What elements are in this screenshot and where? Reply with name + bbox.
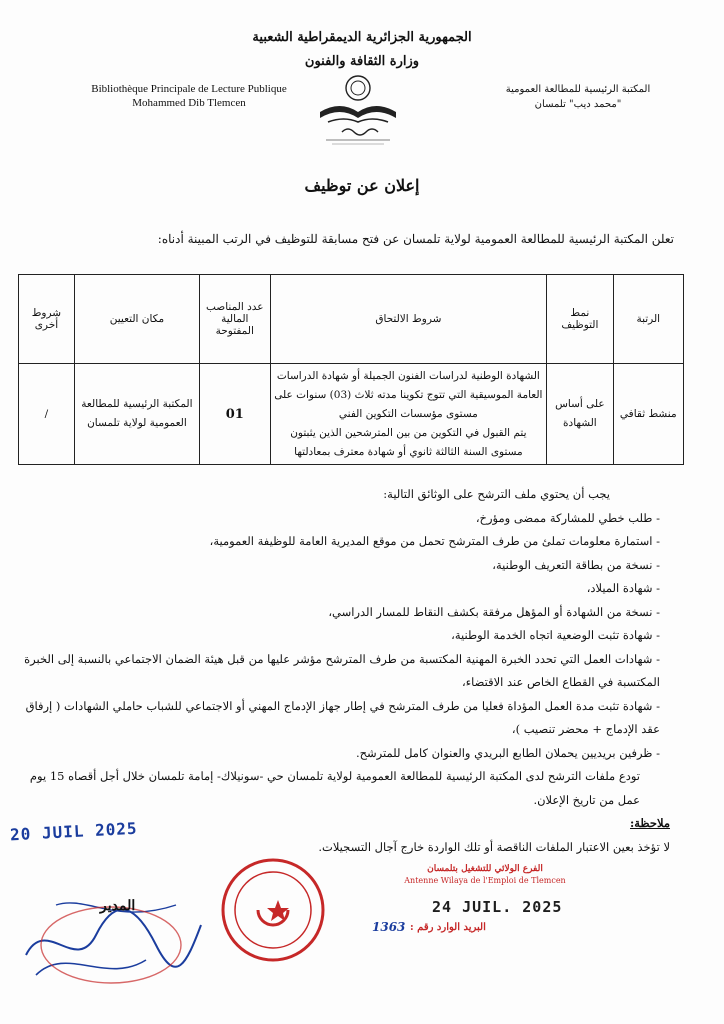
cell-other: /: [19, 364, 75, 465]
header-other: شروط أخرى: [19, 275, 75, 364]
cell-positions: 01: [200, 364, 270, 465]
state-header: [0, 26, 724, 74]
incoming-mail-label: البريد الوارد رقم :: [410, 922, 486, 933]
republic-name: الجمهورية الجزائرية الديمقراطية الشعبية: [252, 30, 472, 45]
header-location: مكان التعيين: [74, 275, 199, 364]
table-header-row: [19, 275, 684, 364]
director-title: المدير: [100, 898, 136, 914]
signature-icon: [16, 875, 206, 995]
header-rank: الرتبة: [613, 275, 683, 364]
received-date: 24 JUIL. 2025: [432, 898, 563, 916]
header-conditions: شروط الالتحاق: [270, 275, 547, 364]
documents-lead: يجب أن يحتوي ملف الترشح على الوثائق التالية:: [383, 487, 610, 501]
table-row: [19, 364, 684, 465]
official-seal-icon: [218, 850, 328, 970]
library-logo-icon: [306, 72, 410, 148]
library-name-fr: [84, 82, 294, 110]
cell-location: المكتبة الرئيسية للمطالعة العمومية لولاية تلمسان: [74, 364, 199, 465]
list-item: - نسخة من الشهادة أو المؤهل مرفقة بكشف النقاط للمسار الدراسي،: [328, 604, 660, 619]
cell-rank: منشط ثقافي: [613, 364, 683, 465]
intro-paragraph: تعلن المكتبة الرئيسية للمطالعة العمومية لولاية تلمسان عن فتح مسابقة للتوظيف في الرتب المبينة أدناه:: [157, 232, 674, 246]
employment-agency-stamp: [400, 864, 570, 886]
library-name-ar: [478, 82, 678, 112]
list-item: - شهادة تثبت الوضعية اتجاه الخدمة الوطنية،: [451, 628, 660, 642]
conditions-line1: الشهادة الوطنية لدراسات الفنون الجميلة أو شهادة الدراسات العامة الموسيقية التي تتوج تكوينا مدته ثلاث (03) سنوات على مستوى مؤسسات التكوين الفني: [274, 369, 543, 420]
list-item: - شهادة تثبت مدة العمل المؤداة فعليا من طرف المترشح في إطار جهاز الإدماج المهني أو الاجتماعي للشباب حاملي الشهادات ( إرفاق عقد الإدماج + محضر تنصيب )،: [25, 698, 660, 736]
library-fr-line2: Mohammed Dib Tlemcen: [132, 97, 246, 109]
required-documents: [20, 483, 670, 859]
cell-mode: على أساس الشهادة: [547, 364, 613, 465]
list-item: - طلب خطي للمشاركة ممضى ومؤرخ،: [475, 510, 660, 525]
list-item: - استمارة معلومات تملئ من طرف المترشح تحمل من موقع المديرية العامة للوظيفة العمومية،: [209, 534, 660, 548]
deposit-paragraph: تودع ملفات الترشح لدى المكتبة الرئيسية للمطالعة العمومية لولاية تلمسان حي -سونيلاك- إمامة تلمسان خلال أجل أقصاه 15 يوم عمل من تاريخ الإعلان.: [29, 769, 640, 807]
list-item: - نسخة من بطاقة التعريف الوطنية،: [492, 557, 660, 572]
list-item: - ظرفين بريديين يحملان الطابع البريدي والعنوان كامل للمترشح.: [355, 745, 660, 760]
agency-name-fr: Antenne Wilaya de l'Emploi de Tlemcen: [404, 876, 566, 885]
positions-table: [18, 274, 684, 465]
library-ar-line1: المكتبة الرئيسية للمطالعة العمومية: [505, 84, 651, 95]
conditions-line2: يتم القبول في التكوين من بين المترشحين الذين يثبتون مستوى السنة الثالثة ثانوي أو شهادة معترف بمعادلتها: [290, 426, 527, 458]
incoming-mail-number: 1363: [372, 920, 406, 934]
header-positions: عدد المناصب المالية المفتوحة: [200, 275, 270, 364]
list-item: - شهادة الميلاد،: [586, 581, 660, 595]
library-ar-line2: "محمد ديب" تلمسان: [534, 99, 622, 110]
date-stamp: 20 JUIL 2025: [9, 818, 139, 845]
page-title: إعلان عن توظيف: [304, 176, 420, 195]
note-label: ملاحظة:: [630, 816, 670, 830]
header-mode: نمط التوظيف: [547, 275, 613, 364]
library-fr-line1: Bibliothèque Principale de Lecture Publique: [91, 83, 287, 95]
agency-name-ar: الفرع الولائي للتشغيل بتلمسان: [427, 864, 543, 874]
ministry-name: وزارة الثقافة والفنون: [304, 54, 420, 69]
list-item: - شهادات العمل التي تحدد الخبرة المهنية المكتسبة من طرف المترشح مؤشر عليها من قبل هيئة الضمان الاجتماعي بالنسبة إلى الخبرة المكتسبة في القطاع الخاص عند الاقتضاء،: [24, 651, 660, 689]
note-text: لا تؤخذ بعين الاعتبار الملفات الناقصة أو تلك الواردة خارج آجال التسجيلات.: [318, 839, 670, 854]
cell-conditions: [270, 364, 547, 465]
